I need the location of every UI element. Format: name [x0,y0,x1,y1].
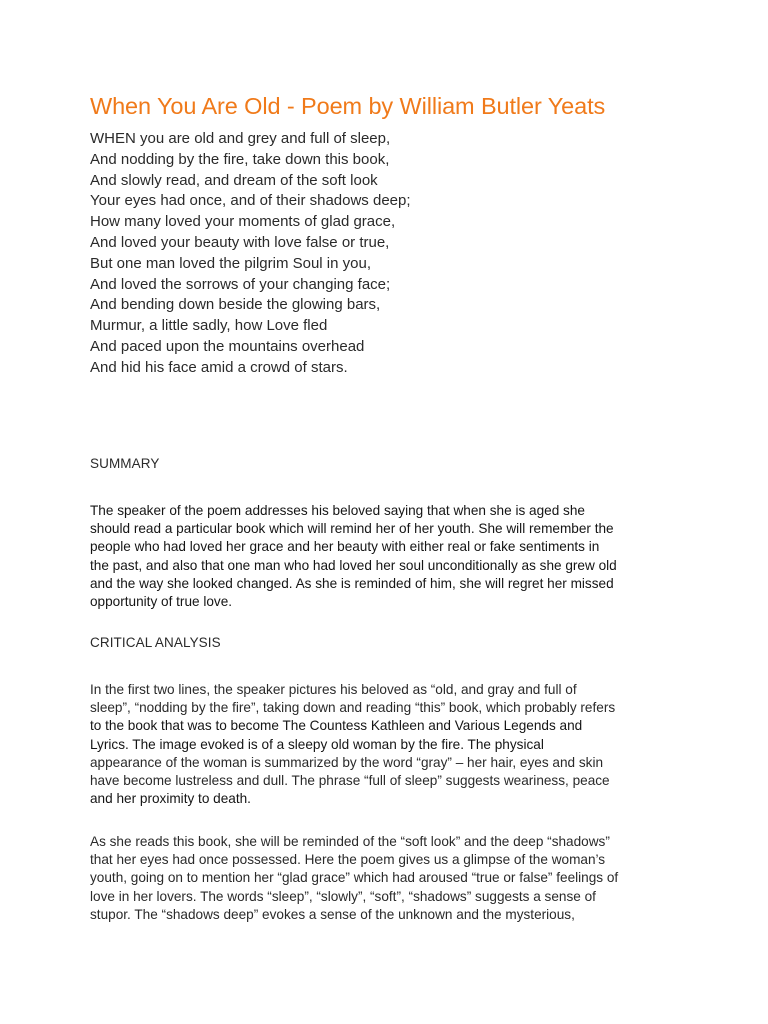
poem-line: How many loved your moments of glad grace, [90,213,396,231]
paragraph-line: Lyrics. The image evoked is of a sleepy old woman by the fire. The physical [90,736,544,752]
paragraph-line: appearance of the woman is summarized by the word “gray” – her hair, eyes and skin [90,754,604,770]
paragraph-line: sleep”, “nodding by the fire”, taking down and reading “this” book, which probably refers [90,700,616,716]
paragraph-line: In the first two lines, the speaker pictures his beloved as “old, and gray and full of [90,682,577,697]
paragraph-line: and the way she looked changed. As she is reminded of him, she will regret her missed [90,575,614,591]
critical-analysis-heading: CRITICAL ANALYSIS [90,635,221,650]
poem-line: And hid his face amid a crowd of stars. [90,358,348,376]
paragraph-line: the past, and also that one man who had loved her soul unconditionally as she grew old [90,557,617,573]
summary-heading: SUMMARY [90,456,160,471]
poem-line: Murmur, a little sadly, how Love fled [90,317,328,335]
poem-line: And slowly read, and dream of the soft look [90,171,378,189]
paragraph-line: The speaker of the poem addresses his beloved saying that when she is aged she [90,503,585,518]
paragraph-line: love in her lovers. The words “sleep”, “slowly”, “soft”, “shadows” suggests a sense of [90,888,596,904]
paragraph-line: people who had loved her grace and her beauty with either real or fake sentiments in [90,539,600,555]
summary-paragraph [90,502,690,611]
paragraph-line: opportunity of true love. [90,594,233,610]
poem-line: And loved the sorrows of your changing face; [90,275,391,293]
page-title: When You Are Old - Poem by William Butler Yeats [90,93,606,119]
poem-line: Your eyes had once, and of their shadows deep; [90,192,411,210]
paragraph-line: As she reads this book, she will be reminded of the “soft look” and the deep “shadows” [90,834,610,849]
paragraph-line: and her proximity to death. [90,791,251,807]
poem-line: And paced upon the mountains overhead [90,337,365,355]
paragraph-line: that her eyes had once possessed. Here the poem gives us a glimpse of the woman’s [90,852,606,868]
paragraph-line: stupor. The “shadows deep” evokes a sense of the unknown and the mysterious, [90,906,575,922]
poem-line: And bending down beside the glowing bars, [90,296,381,314]
analysis-paragraph-1 [90,681,690,808]
paragraph-line: to the book that was to become The Countess Kathleen and Various Legends and [90,718,583,734]
paragraph-line: should read a particular book which will remind her of her youth. She will remember the [90,521,614,537]
poem-text [90,129,690,379]
paragraph-line: have become lustreless and dull. The phrase “full of sleep” suggests weariness, peace [90,773,610,789]
poem-line: WHEN you are old and grey and full of sleep, [90,130,391,147]
document-page [90,92,690,922]
poem-line: And nodding by the fire, take down this book, [90,150,390,168]
analysis-paragraph-2 [90,833,690,924]
paragraph-line: youth, going on to mention her “glad grace” which had aroused “true or false” feelings of [90,870,619,886]
poem-line: But one man loved the pilgrim Soul in you, [90,254,371,272]
poem-line: And loved your beauty with love false or true, [90,233,390,251]
